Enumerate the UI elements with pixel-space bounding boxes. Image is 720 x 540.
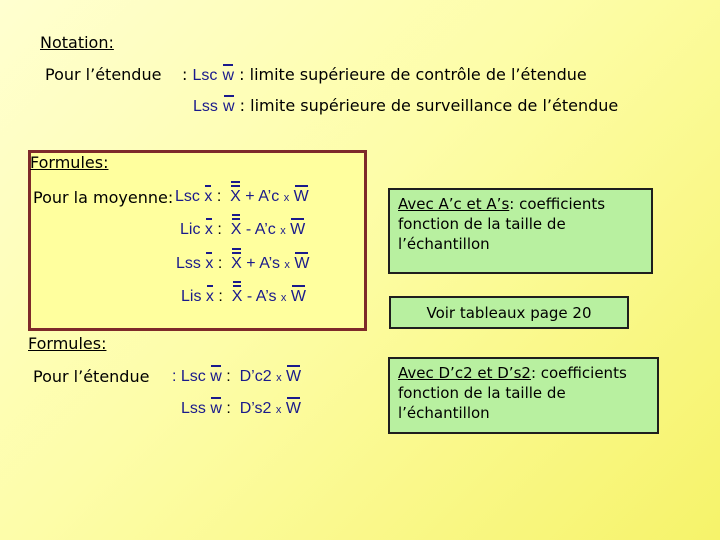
coefficients-a-terms: Avec A’c et A’s — [398, 195, 510, 213]
formula-lic-xbarbar: X — [230, 221, 242, 238]
formula-lss-w-prefix: Lss — [181, 400, 206, 417]
coefficients-a-box — [388, 188, 653, 274]
coefficients-d-line1 — [398, 363, 649, 383]
formula-lsc-colon: : — [216, 188, 222, 205]
formula-row-lss-w — [181, 400, 301, 418]
coefficients-a-line2: fonction de la taille de — [398, 215, 566, 233]
notation-lss-w: w — [223, 98, 235, 115]
formula-lic-xbar: x — [204, 221, 213, 238]
formula-lss-times: x — [284, 259, 290, 271]
formula-lsc-times: x — [283, 192, 290, 204]
formula-row-lic — [180, 221, 305, 239]
notation-lss-desc: : limite supérieure de surveillance de l’étendue — [239, 96, 619, 115]
formula-lsc-xbar: x — [204, 188, 213, 205]
notation-lsc-line — [182, 65, 587, 85]
formula-lsc-label: Lsc — [175, 188, 200, 205]
formula-lss-colon: : — [217, 255, 223, 272]
formula-lis-op: - — [246, 288, 253, 305]
notation-sep: : — [182, 65, 188, 84]
formula-row-lsc — [175, 188, 309, 206]
formula-lsc-w-colon: : — [226, 368, 231, 385]
formula-lsc-xbarbar: X — [230, 188, 241, 205]
formula-lsc-w-coef: D’c2 — [239, 368, 272, 385]
formula-row-lsc-w — [172, 368, 301, 386]
formula-lic-times: x — [280, 225, 286, 237]
formula-lss-xbarbar: X — [231, 255, 242, 272]
formula-lic-label: Lic — [180, 221, 201, 238]
coefficients-a-line1 — [398, 194, 643, 214]
formula-lss-w-Wbar: W — [285, 400, 301, 417]
voir-tableaux-box: Voir tableaux page 20 — [389, 296, 629, 329]
formula-lic-wbar: W — [290, 221, 306, 238]
notation-lsc-desc: : limite supérieure de contrôle de l’étendue — [239, 65, 587, 84]
notation-lsc-label: Lsc — [192, 67, 218, 84]
notation-lsc-w: w — [222, 67, 235, 84]
formula-lic-colon: : — [217, 221, 222, 238]
notation-title: Notation: — [40, 33, 114, 52]
formula-lis-xbarbar: X — [231, 288, 243, 305]
formula-lss-xbar: x — [205, 255, 214, 272]
coefficients-d-terms: Avec D’c2 et D’s2 — [398, 364, 531, 382]
formula-lss-coef: A’s — [259, 255, 280, 272]
formula-lsc-w-times: x — [276, 372, 282, 384]
notation-pour-etendue: Pour l’étendue — [45, 65, 162, 84]
formula-lss-wbar: W — [294, 255, 310, 272]
formula-lsc-w-wbar: w — [210, 368, 222, 385]
coefficients-d-line3: l’échantillon — [398, 404, 490, 422]
formula-lss-w-coef: D’s2 — [239, 400, 272, 417]
formula-lis-wbar: W — [290, 288, 306, 305]
formula-lss-label: Lss — [176, 255, 201, 272]
formula-lis-colon: : — [218, 288, 223, 305]
coefficients-d-box — [388, 357, 659, 434]
formula-lis-label: Lis — [181, 288, 202, 305]
formules-moyenne-title: Formules: — [30, 153, 109, 172]
formula-lic-op: - — [245, 221, 252, 238]
formula-lsc-w-prefix: : Lsc — [172, 368, 206, 385]
formules-etendue-title: Formules: — [28, 334, 107, 353]
formula-lss-op: + — [246, 255, 256, 272]
formula-lsc-op: + — [245, 188, 255, 205]
formula-lsc-wbar: W — [293, 188, 309, 205]
formula-lis-xbar: x — [205, 288, 214, 305]
notation-lss-line — [193, 96, 618, 116]
formula-lss-w-wbar: w — [210, 400, 222, 417]
formules-pour-etendue: Pour l’étendue — [33, 367, 150, 386]
coefficients-d-line2: fonction de la taille de — [398, 384, 566, 402]
formula-lic-coef: A’c — [254, 221, 276, 238]
notation-lss-label: Lss — [193, 98, 218, 115]
coefficients-d-rest: : coefficients — [530, 364, 627, 382]
formules-pour-moyenne: Pour la moyenne: — [33, 188, 174, 207]
coefficients-a-rest: : coefficients — [509, 195, 606, 213]
coefficients-a-line3: l’échantillon — [398, 235, 490, 253]
formula-lsc-coef: A’c — [258, 188, 280, 205]
formula-lss-w-colon: : — [226, 400, 231, 417]
formula-lis-coef: A’s — [255, 288, 277, 305]
formula-lis-times: x — [280, 292, 287, 304]
formula-lss-w-times: x — [275, 404, 282, 416]
formula-row-lis — [181, 288, 306, 306]
formula-lsc-w-Wbar: W — [286, 368, 302, 385]
formula-row-lss — [176, 255, 309, 273]
